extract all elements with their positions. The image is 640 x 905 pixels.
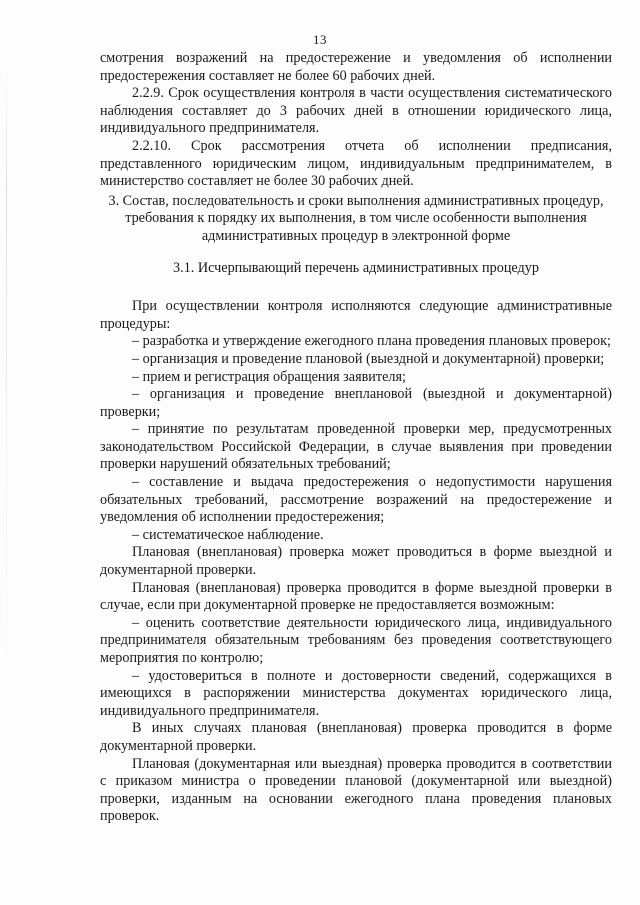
paragraph-2-2-9: 2.2.9. Срок осуществления контроля в части осуществления систематического наблюдения составляет до 3 рабочих дней в отношении юридического лица, индивидуального предпринимателя.	[100, 85, 612, 137]
subsection-3-1-heading: 3.1. Исчерпывающий перечень административных процедур	[173, 259, 539, 276]
paragraph-inspection-order: Плановая (документарная или выездная) проверка проводится в соответствии с приказом министра о проведении плановой (документарной или выездной) проверки, изданным на основании ежегодного плана проведения плановых проверок.	[100, 755, 612, 825]
list-item: – организация и проведение внеплановой (выездной и документарной) проверки;	[100, 386, 612, 420]
document-body	[100, 50, 612, 826]
paragraph-inspection-form: Плановая (внеплановая) проверка может проводиться в форме выездной и документарной проверки.	[100, 544, 612, 579]
procedures-intro: При осуществлении контроля исполняются следующие административные процедуры:	[100, 298, 612, 332]
paragraph-onsite-inspection: Плановая (внеплановая) проверка проводится в форме выездной проверки в случае, если при документарной проверке не предоставляется возможным:	[100, 579, 612, 614]
paragraph-continuation: смотрения возражений на предостережение и уведомления об исполнении предостережения составляет не более 60 рабочих дней.	[100, 50, 612, 84]
scan-edge-mark	[6, 60, 7, 700]
list-item: – принятие по результатам проведенной проверки мер, предусмотренных законодательством Российской Федерации, в случае выявления при проведении проверки нарушений обязательных требований;	[100, 421, 612, 473]
onsite-conditions-list	[100, 615, 612, 721]
procedures-list	[100, 333, 612, 544]
section-3-heading: 3. Состав, последовательность и сроки выполнения административных процедур, требования к порядку их выполнения, в том числе особенности выполнения административных процедур в электронной форме	[108, 192, 604, 244]
list-item: – систематическое наблюдение.	[132, 526, 324, 543]
list-item: – организация и проведение плановой (выездной и документарной) проверки;	[132, 350, 605, 367]
list-item: – составление и выдача предостережения о недопустимости нарушения обязательных требований, рассмотрение возражений на предостережение и уведомления об исполнении предостережения;	[100, 474, 612, 526]
list-item: – разработка и утверждение ежегодного плана проведения плановых проверок;	[132, 333, 611, 350]
list-item: – удостовериться в полноте и достоверности сведений, содержащихся в имеющихся в распоряжении министерства документах юридического лица, индивидуального предпринимателя.	[100, 667, 612, 719]
paragraph-2-2-10: 2.2.10. Срок рассмотрения отчета об исполнении предписания, представленного юридическим лицом, индивидуальным предпринимателем, в министерство составляет не более 30 рабочих дней.	[100, 137, 612, 190]
list-item: – оценить соответствие деятельности юридического лица, индивидуального предпринимателя обязательным требованиям без проведения соответствующего мероприятия по контролю;	[100, 614, 612, 666]
page-number: 13	[313, 32, 327, 47]
paragraph-documentary-inspection: В иных случаях плановая (внеплановая) проверка проводится в форме документарной проверки.	[100, 720, 612, 754]
list-item: – прием и регистрация обращения заявителя;	[132, 368, 406, 385]
